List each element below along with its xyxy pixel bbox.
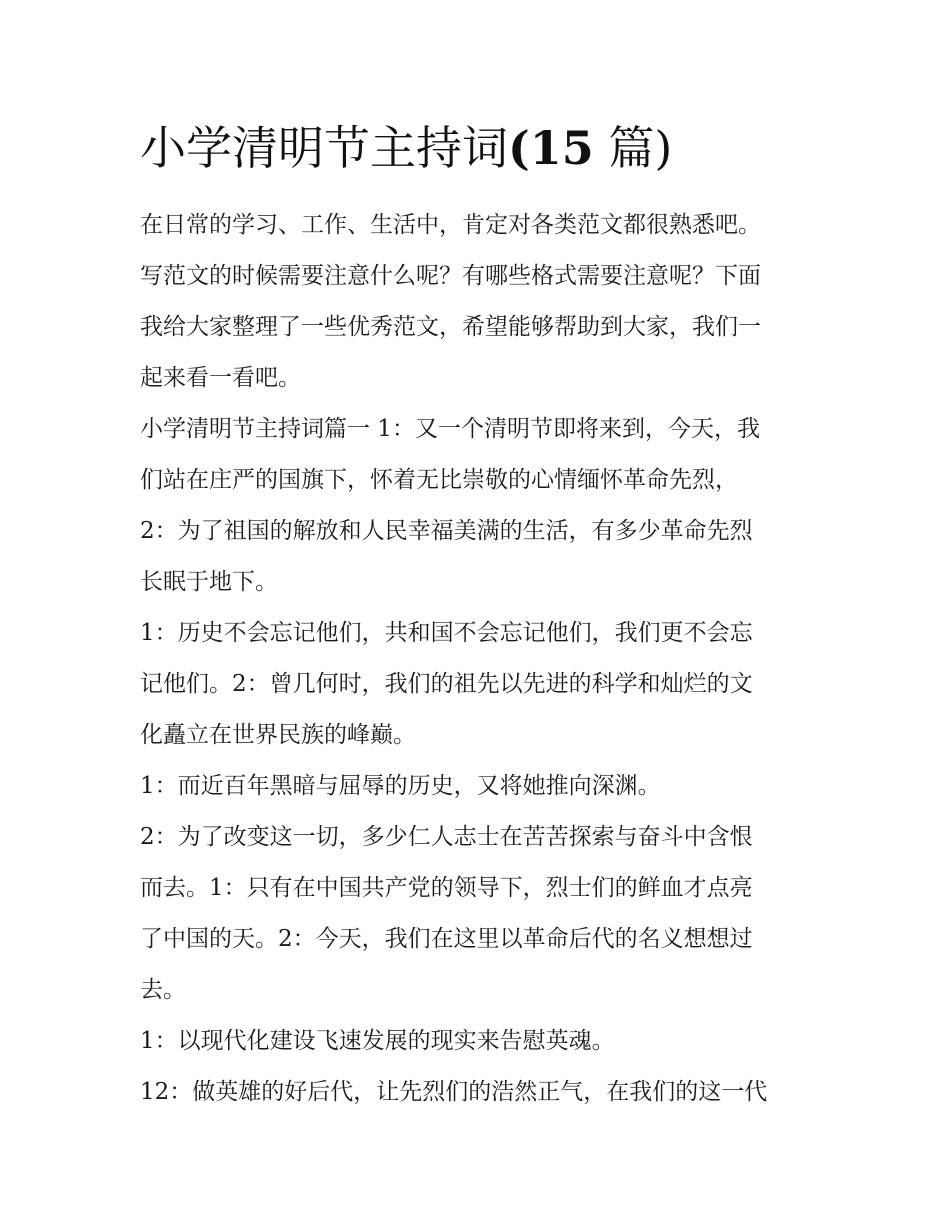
body-line: 1：以现代化建设飞速发展的现实来告慰英魂。 (140, 1028, 615, 1054)
body-line: 1：历史不会忘记他们，共和国不会忘记他们，我们更不会忘 (140, 620, 753, 646)
title-prefix: 小学清明节主持词 (140, 121, 508, 175)
body-line: 在日常的学习、工作、生活中，肯定对各类范文都很熟悉吧。 (140, 212, 761, 238)
body-line: 小学清明节主持词篇一 1：又一个清明节即将来到，今天，我 (140, 416, 760, 442)
document-body (140, 200, 820, 1118)
body-line: 们站在庄严的国旗下，怀着无比崇敬的心情缅怀革命先烈， (140, 467, 738, 493)
body-line: 去。 (140, 977, 186, 1003)
body-line: 我给大家整理了一些优秀范文，希望能够帮助到大家，我们一 (140, 314, 761, 340)
body-line: 而去。1：只有在中国共产党的领导下，烈士们的鲜血才点亮 (140, 875, 753, 901)
body-line: 2：为了改变这一切，多少仁人志士在苦苦探索与奋斗中含恨 (140, 824, 753, 850)
body-line: 12：做英雄的好后代，让先烈们的浩然正气，在我们的这一代 (140, 1079, 768, 1105)
body-line: 写范文的时候需要注意什么呢？有哪些格式需要注意呢？下面 (140, 263, 761, 289)
body-line: 起来看一看吧。 (140, 365, 301, 391)
body-line: 了中国的天。2：今天，我们在这里以革命后代的名义想想过 (140, 926, 753, 952)
title-suffix: 篇) (593, 121, 673, 175)
body-line: 2：为了祖国的解放和人民幸福美满的生活，有多少革命先烈 (140, 518, 753, 544)
body-line: 1：而近百年黑暗与屈辱的历史，又将她推向深渊。 (140, 773, 661, 799)
body-line: 化矗立在世界民族的峰巅。 (140, 722, 416, 748)
title-number: (15 (508, 121, 594, 175)
document-title (140, 118, 672, 178)
body-line: 记他们。2：曾几何时，我们的祖先以先进的科学和灿烂的文 (140, 671, 753, 697)
body-line: 长眠于地下。 (140, 569, 278, 595)
